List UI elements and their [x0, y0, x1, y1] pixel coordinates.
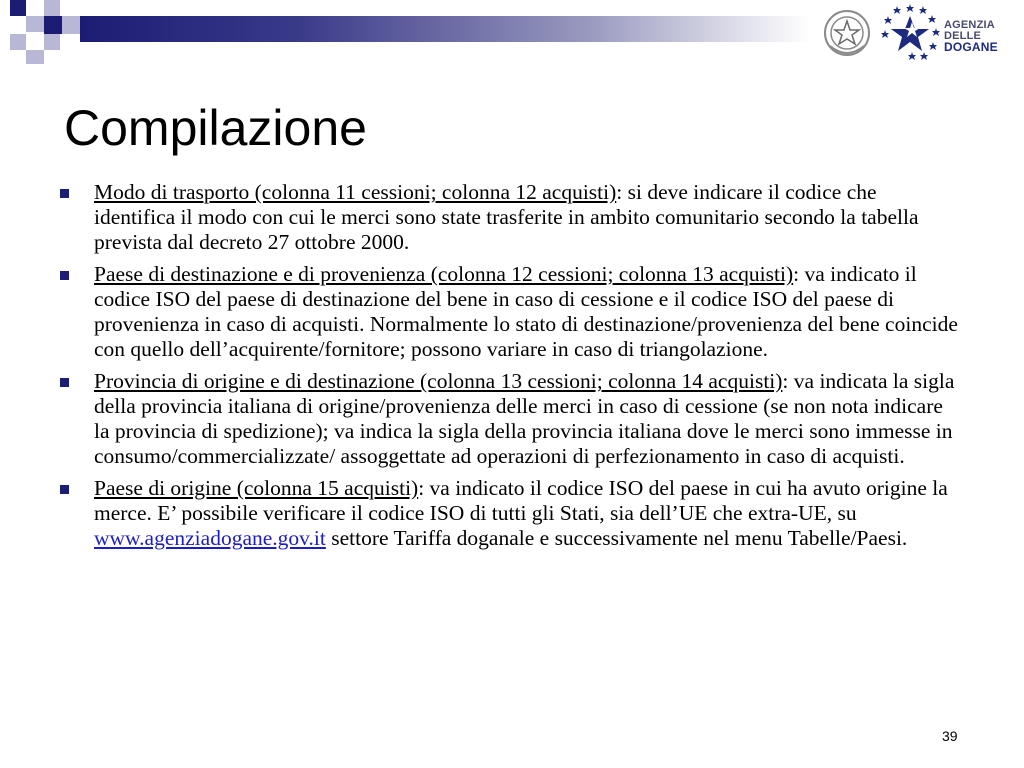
bullet-heading: Modo di trasporto (colonna 11 cessioni; colonna 12 acquisti): [94, 180, 617, 204]
bullet-item-origin-province: [56, 369, 961, 469]
decor-square: [26, 34, 44, 50]
decor-square: [10, 0, 26, 16]
bullet-text: : va indicato il codice ISO del paese in cui ha avuto origine la merce. E’ possibile verificare il codice ISO di tutti gli Stati, sia dell’UE che extra-UE, su: [94, 476, 948, 525]
decor-square: [62, 16, 80, 34]
bullet-heading: Paese di destinazione e di provenienza (colonna 12 cessioni; colonna 13 acquisti): [94, 262, 794, 286]
bullet-marker-icon: [60, 271, 69, 280]
decor-square: [44, 0, 60, 16]
logo-line-1: AGENZIA: [944, 19, 995, 31]
agency-logo-text: [944, 20, 998, 53]
decor-square: [26, 50, 44, 64]
agenzia-dogane-link[interactable]: www.agenziadogane.gov.it: [94, 526, 326, 550]
decor-square: [26, 16, 44, 32]
decor-square: [44, 34, 60, 50]
bullet-marker-icon: [60, 485, 69, 494]
logo-group: [818, 0, 1018, 66]
header-gradient-bar: [80, 16, 810, 42]
bullet-item-transport-mode: [56, 180, 961, 255]
decor-square: [44, 16, 62, 34]
page-number: 39: [942, 728, 958, 744]
bullet-heading: Provincia di origine e di destinazione (colonna 13 cessioni; colonna 14 acquisti): [94, 369, 783, 393]
republic-emblem-icon: [822, 6, 872, 60]
bullet-heading: Paese di origine (colonna 15 acquisti): [94, 476, 419, 500]
bullet-item-destination-country: [56, 262, 961, 362]
decor-square: [10, 34, 26, 50]
bullet-text-after: settore Tariffa doganale e successivamente nel menu Tabelle/Paesi.: [325, 526, 908, 550]
slide-title: Compilazione: [64, 100, 367, 156]
bullet-item-origin-country: [56, 476, 961, 551]
bullet-list: [56, 180, 961, 558]
bullet-text: : va indicata la sigla della provincia italiana di origine/provenienza delle merci in caso di cessione (se non nota indicare la provincia di spedizione); va indica la sigla della provincia italiana dove le merci sono immesse in consumo/commercializzate/ assoggettate ad operazioni di perfezionamento in caso di acquisti.: [94, 369, 955, 468]
bullet-marker-icon: [60, 189, 69, 198]
bullet-text: : va indicato il codice ISO del paese di destinazione del bene in caso di cessione e il codice ISO del paese di provenienza in caso di acquisti. Normalmente lo stato di destinazione/provenienza del bene coincide con quello dell’acquirente/fornitore; possono variare in caso di triangolazione.: [94, 262, 958, 361]
bullet-marker-icon: [60, 378, 69, 387]
logo-line-2: DELLE: [944, 30, 982, 42]
bullet-text: : si deve indicare il codice che identifica il modo con cui le merci sono state trasferite in ambito comunitario secondo la tabella prevista dal decreto 27 ottobre 2000.: [94, 180, 919, 254]
logo-line-3: DOGANE: [944, 40, 998, 54]
